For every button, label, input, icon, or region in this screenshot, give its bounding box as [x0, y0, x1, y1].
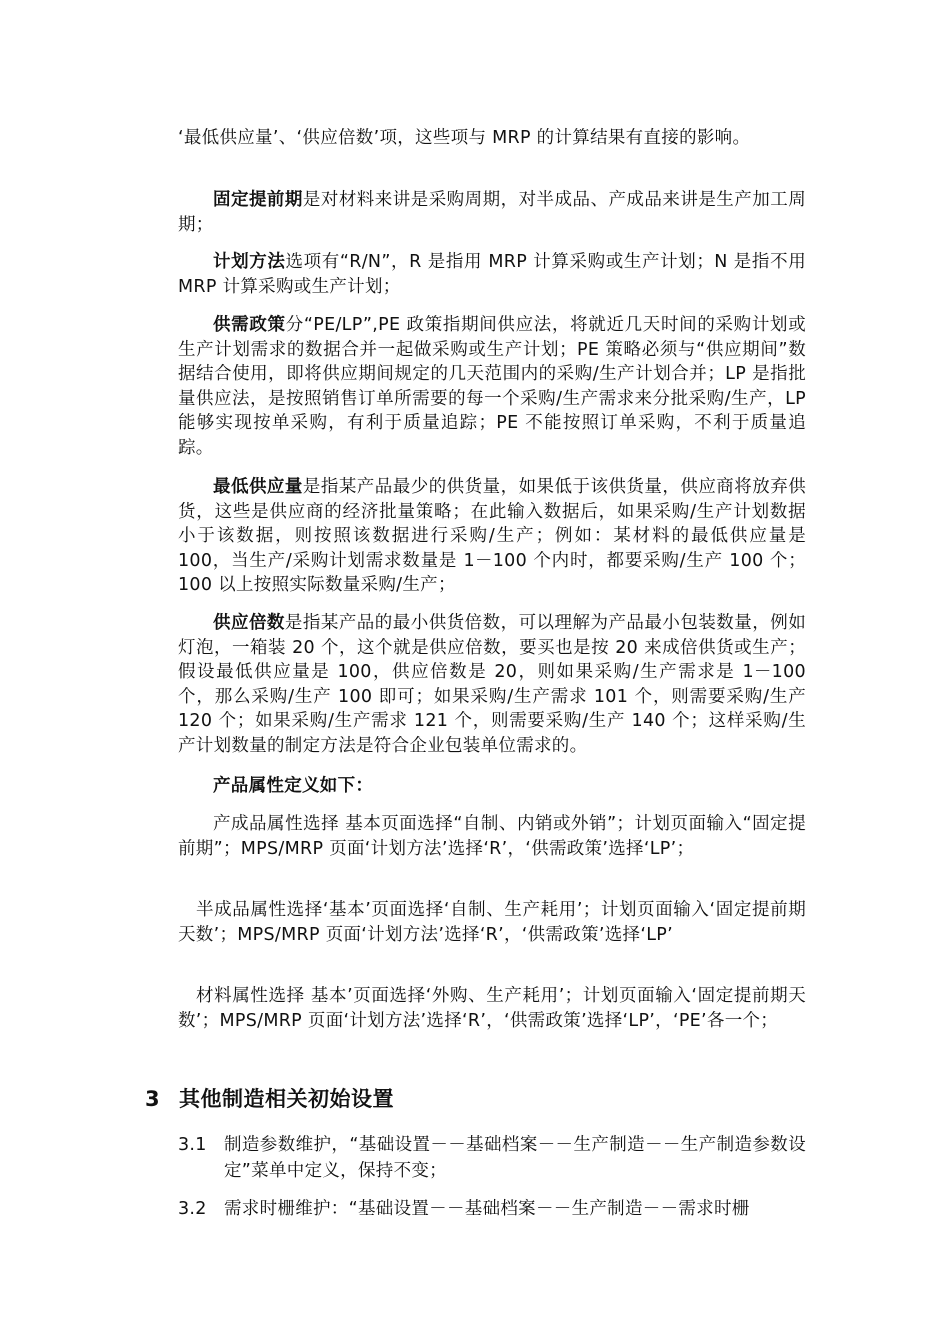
paragraph-materials: 材料属性选择 基本’页面选择‘外购、生产耗用’；计划页面输入‘固定提前期天数’；MPS/MRP 页面‘计划方法’选择‘R’，‘供需政策’选择‘LP’，‘PE’各一个； — [178, 986, 806, 1031]
section-heading — [145, 1083, 394, 1113]
paragraph-supply-multiple: 供应倍数是指某产品的最小供货倍数，可以理解为产品最小包装数量，例如灯泡，一箱装 20 个，这个就是供应倍数，要买也是按 20 来成倍供货或生产；假设最低供应量是 100，供应倍数是 20，则如果采购/生产需求是 1－100 个，那么采购/生产 100 即可；如果采购/生产需求 101 个，则需要采购/生产 120 个；如果采购/生产需求 121 个，则需要采购/生产 140 个；这样采购/生产计划数量的制定方法是符合企业包装单位需求的。 — [178, 613, 806, 756]
list-item — [178, 1132, 806, 1184]
paragraph-intro: ‘最低供应量’、‘供应倍数’项，这些项与 MRP 的计算结果有直接的影响。 — [178, 128, 751, 148]
term-min-supply: 最低供应量 — [213, 477, 303, 497]
paragraph-fixed-lead-time: 固定提前期是对材料来讲是采购周期，对半成品、产成品来讲是生产加工周期； — [178, 190, 806, 235]
item-text: 需求时栅维护：“基础设置－－基础档案－－生产制造－－需求时栅 — [224, 1199, 750, 1219]
paragraph-min-supply: 最低供应量是指某产品最少的供货量，如果低于该供货量，供应商将放弃供货，这些是供应商的经济批量策略；在此输入数据后，如果采购/生产计划数据小于该数据，则按照该数据进行采购/生产；例如：某材料的最低供应量是 100，当生产/采购计划需求数量是 1－100 个内时，都要采购/生产 100 个；100 以上按照实际数量采购/生产； — [178, 477, 806, 595]
term-supply-policy: 供需政策 — [213, 315, 286, 335]
term-plan-method: 计划方法 — [213, 252, 286, 272]
term-fixed-lead-time: 固定提前期 — [213, 190, 303, 210]
item-number: 3.1 — [178, 1135, 207, 1155]
item-text: 制造参数维护，“基础设置－－基础档案－－生产制造－－生产制造参数设定”菜单中定义，保持不变； — [224, 1135, 806, 1181]
paragraph-finished-goods: 产成品属性选择 基本页面选择“自制、内销或外销”；计划页面输入“固定提前期”；MPS/MRP 页面‘计划方法’选择‘R’，‘供需政策’选择‘LP’； — [178, 814, 806, 859]
section-number: 3 — [145, 1087, 161, 1111]
paragraph-supply-policy: 供需政策分“PE/LP”,PE 政策指期间供应法，将就近几天时间的采购计划或生产计划需求的数据合并一起做采购或生产计划；PE 策略必须与“供应期间”数据结合使用，即将供应期间规定的几天范围内的采购/生产计划合并；LP 是指批量供应法，是按照销售订单所需要的每一个采购/生产需求来分批采购/生产，LP 能够实现按单采购，有利于质量追踪；PE 不能按照订单采购，不利于质量追踪。 — [178, 315, 807, 458]
paragraph-semi-finished: 半成品属性选择‘基本’页面选择‘自制、生产耗用’；计划页面输入‘固定提前期天数’；MPS/MRP 页面‘计划方法’选择‘R’，‘供需政策’选择‘LP’ — [178, 900, 806, 945]
item-number: 3.2 — [178, 1199, 207, 1219]
paragraph-attribute-heading — [178, 774, 806, 799]
list-item — [178, 1196, 806, 1222]
term-attribute-definition: 产品属性定义如下： — [213, 776, 374, 796]
term-supply-multiple: 供应倍数 — [213, 613, 285, 633]
paragraph-plan-method: 计划方法选项有“R/N”，R 是指用 MRP 计算采购或生产计划；N 是指不用 MRP 计算采购或生产计划； — [178, 252, 806, 297]
section-title: 其他制造相关初始设置 — [179, 1087, 394, 1111]
